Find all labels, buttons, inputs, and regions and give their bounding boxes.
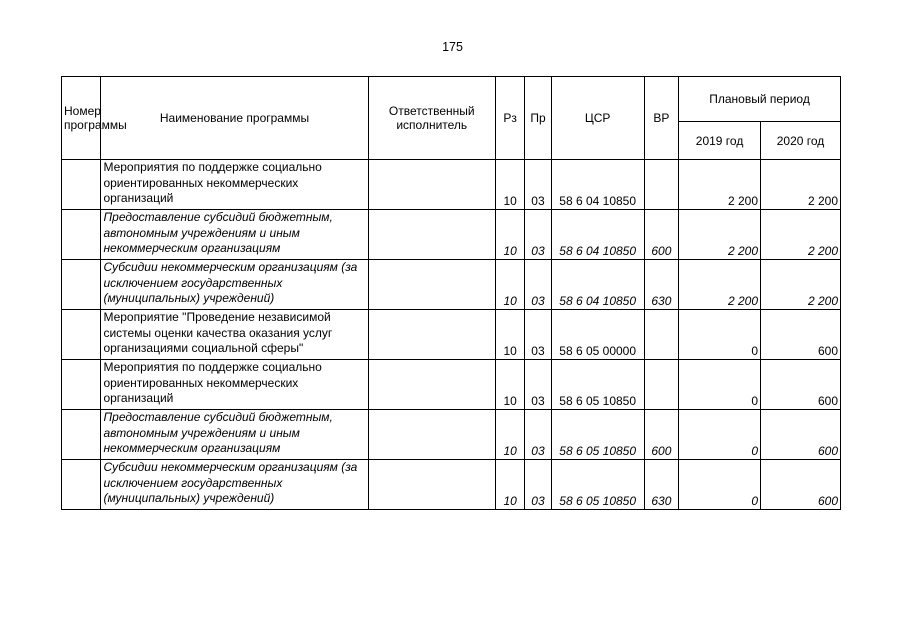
cell-pr: 03	[525, 360, 551, 410]
cell-amount-2019: 2 200	[679, 260, 761, 310]
cell-vr: 630	[644, 260, 678, 310]
cell-rz: 10	[496, 410, 525, 460]
cell-amount-2019: 2 200	[679, 160, 761, 210]
cell-program-name: Предоставление субсидий бюджетным, автономным учреждениям и иным некоммерческим организациям	[101, 210, 368, 260]
cell-program-number	[62, 410, 101, 460]
table-row	[62, 460, 841, 510]
cell-pr: 03	[525, 460, 551, 510]
table-row	[62, 210, 841, 260]
cell-rz: 10	[496, 260, 525, 310]
cell-amount-2019: 0	[679, 310, 761, 360]
cell-program-name: Предоставление субсидий бюджетным, автономным учреждениям и иным некоммерческим организациям	[101, 410, 368, 460]
cell-rz: 10	[496, 460, 525, 510]
cell-vr: 630	[644, 460, 678, 510]
cell-program-number	[62, 260, 101, 310]
cell-responsible	[368, 210, 495, 260]
cell-vr	[644, 160, 678, 210]
cell-pr: 03	[525, 310, 551, 360]
table-row	[62, 410, 841, 460]
cell-csr: 58 6 05 10850	[551, 360, 644, 410]
cell-rz: 10	[496, 360, 525, 410]
budget-table	[61, 76, 841, 510]
cell-amount-2020: 600	[761, 460, 841, 510]
cell-program-name: Мероприятия по поддержке социально ориентированных некоммерческих организаций	[101, 160, 368, 210]
table-row	[62, 310, 841, 360]
cell-amount-2019: 0	[679, 410, 761, 460]
cell-program-name: Субсидии некоммерческим организациям (за исключением государственных (муниципальных) учреждений)	[101, 460, 368, 510]
table-row	[62, 360, 841, 410]
cell-amount-2020: 2 200	[761, 160, 841, 210]
cell-csr: 58 6 04 10850	[551, 160, 644, 210]
cell-amount-2020: 600	[761, 310, 841, 360]
table-row	[62, 260, 841, 310]
cell-csr: 58 6 05 10850	[551, 410, 644, 460]
cell-responsible	[368, 160, 495, 210]
cell-pr: 03	[525, 160, 551, 210]
cell-pr: 03	[525, 210, 551, 260]
cell-rz: 10	[496, 210, 525, 260]
cell-program-number	[62, 310, 101, 360]
cell-program-number	[62, 360, 101, 410]
cell-program-number	[62, 460, 101, 510]
cell-rz: 10	[496, 160, 525, 210]
cell-csr: 58 6 04 10850	[551, 260, 644, 310]
header-rz: Рз	[496, 77, 525, 160]
header-year-2020: 2020 год	[761, 122, 841, 160]
table-row	[62, 160, 841, 210]
header-program-name: Наименование программы	[101, 77, 368, 160]
cell-responsible	[368, 310, 495, 360]
cell-amount-2020: 600	[761, 360, 841, 410]
cell-vr	[644, 310, 678, 360]
header-vr: ВР	[644, 77, 678, 160]
cell-csr: 58 6 05 00000	[551, 310, 644, 360]
cell-pr: 03	[525, 260, 551, 310]
cell-amount-2019: 0	[679, 460, 761, 510]
cell-program-number	[62, 160, 101, 210]
cell-csr: 58 6 04 10850	[551, 210, 644, 260]
header-program-number: Номер программы	[62, 77, 101, 160]
cell-amount-2019: 0	[679, 360, 761, 410]
header-responsible: Ответственный исполнитель	[368, 77, 495, 160]
cell-vr: 600	[644, 410, 678, 460]
header-csr: ЦСР	[551, 77, 644, 160]
cell-responsible	[368, 360, 495, 410]
cell-vr	[644, 360, 678, 410]
cell-responsible	[368, 260, 495, 310]
cell-responsible	[368, 410, 495, 460]
cell-rz: 10	[496, 310, 525, 360]
cell-program-name: Субсидии некоммерческим организациям (за исключением государственных (муниципальных) учреждений)	[101, 260, 368, 310]
cell-amount-2020: 2 200	[761, 260, 841, 310]
cell-vr: 600	[644, 210, 678, 260]
header-year-2019: 2019 год	[679, 122, 761, 160]
header-row	[62, 77, 841, 122]
header-planned-period: Плановый период	[679, 77, 841, 122]
cell-pr: 03	[525, 410, 551, 460]
header-pr: Пр	[525, 77, 551, 160]
page-number: 175	[442, 40, 463, 54]
cell-program-name: Мероприятия по поддержке социально ориентированных некоммерческих организаций	[101, 360, 368, 410]
cell-amount-2020: 600	[761, 410, 841, 460]
cell-amount-2019: 2 200	[679, 210, 761, 260]
cell-program-number	[62, 210, 101, 260]
cell-responsible	[368, 460, 495, 510]
table-body	[62, 160, 841, 510]
cell-program-name: Мероприятие "Проведение независимой системы оценки качества оказания услуг организациями социальной сферы"	[101, 310, 368, 360]
cell-amount-2020: 2 200	[761, 210, 841, 260]
cell-csr: 58 6 05 10850	[551, 460, 644, 510]
